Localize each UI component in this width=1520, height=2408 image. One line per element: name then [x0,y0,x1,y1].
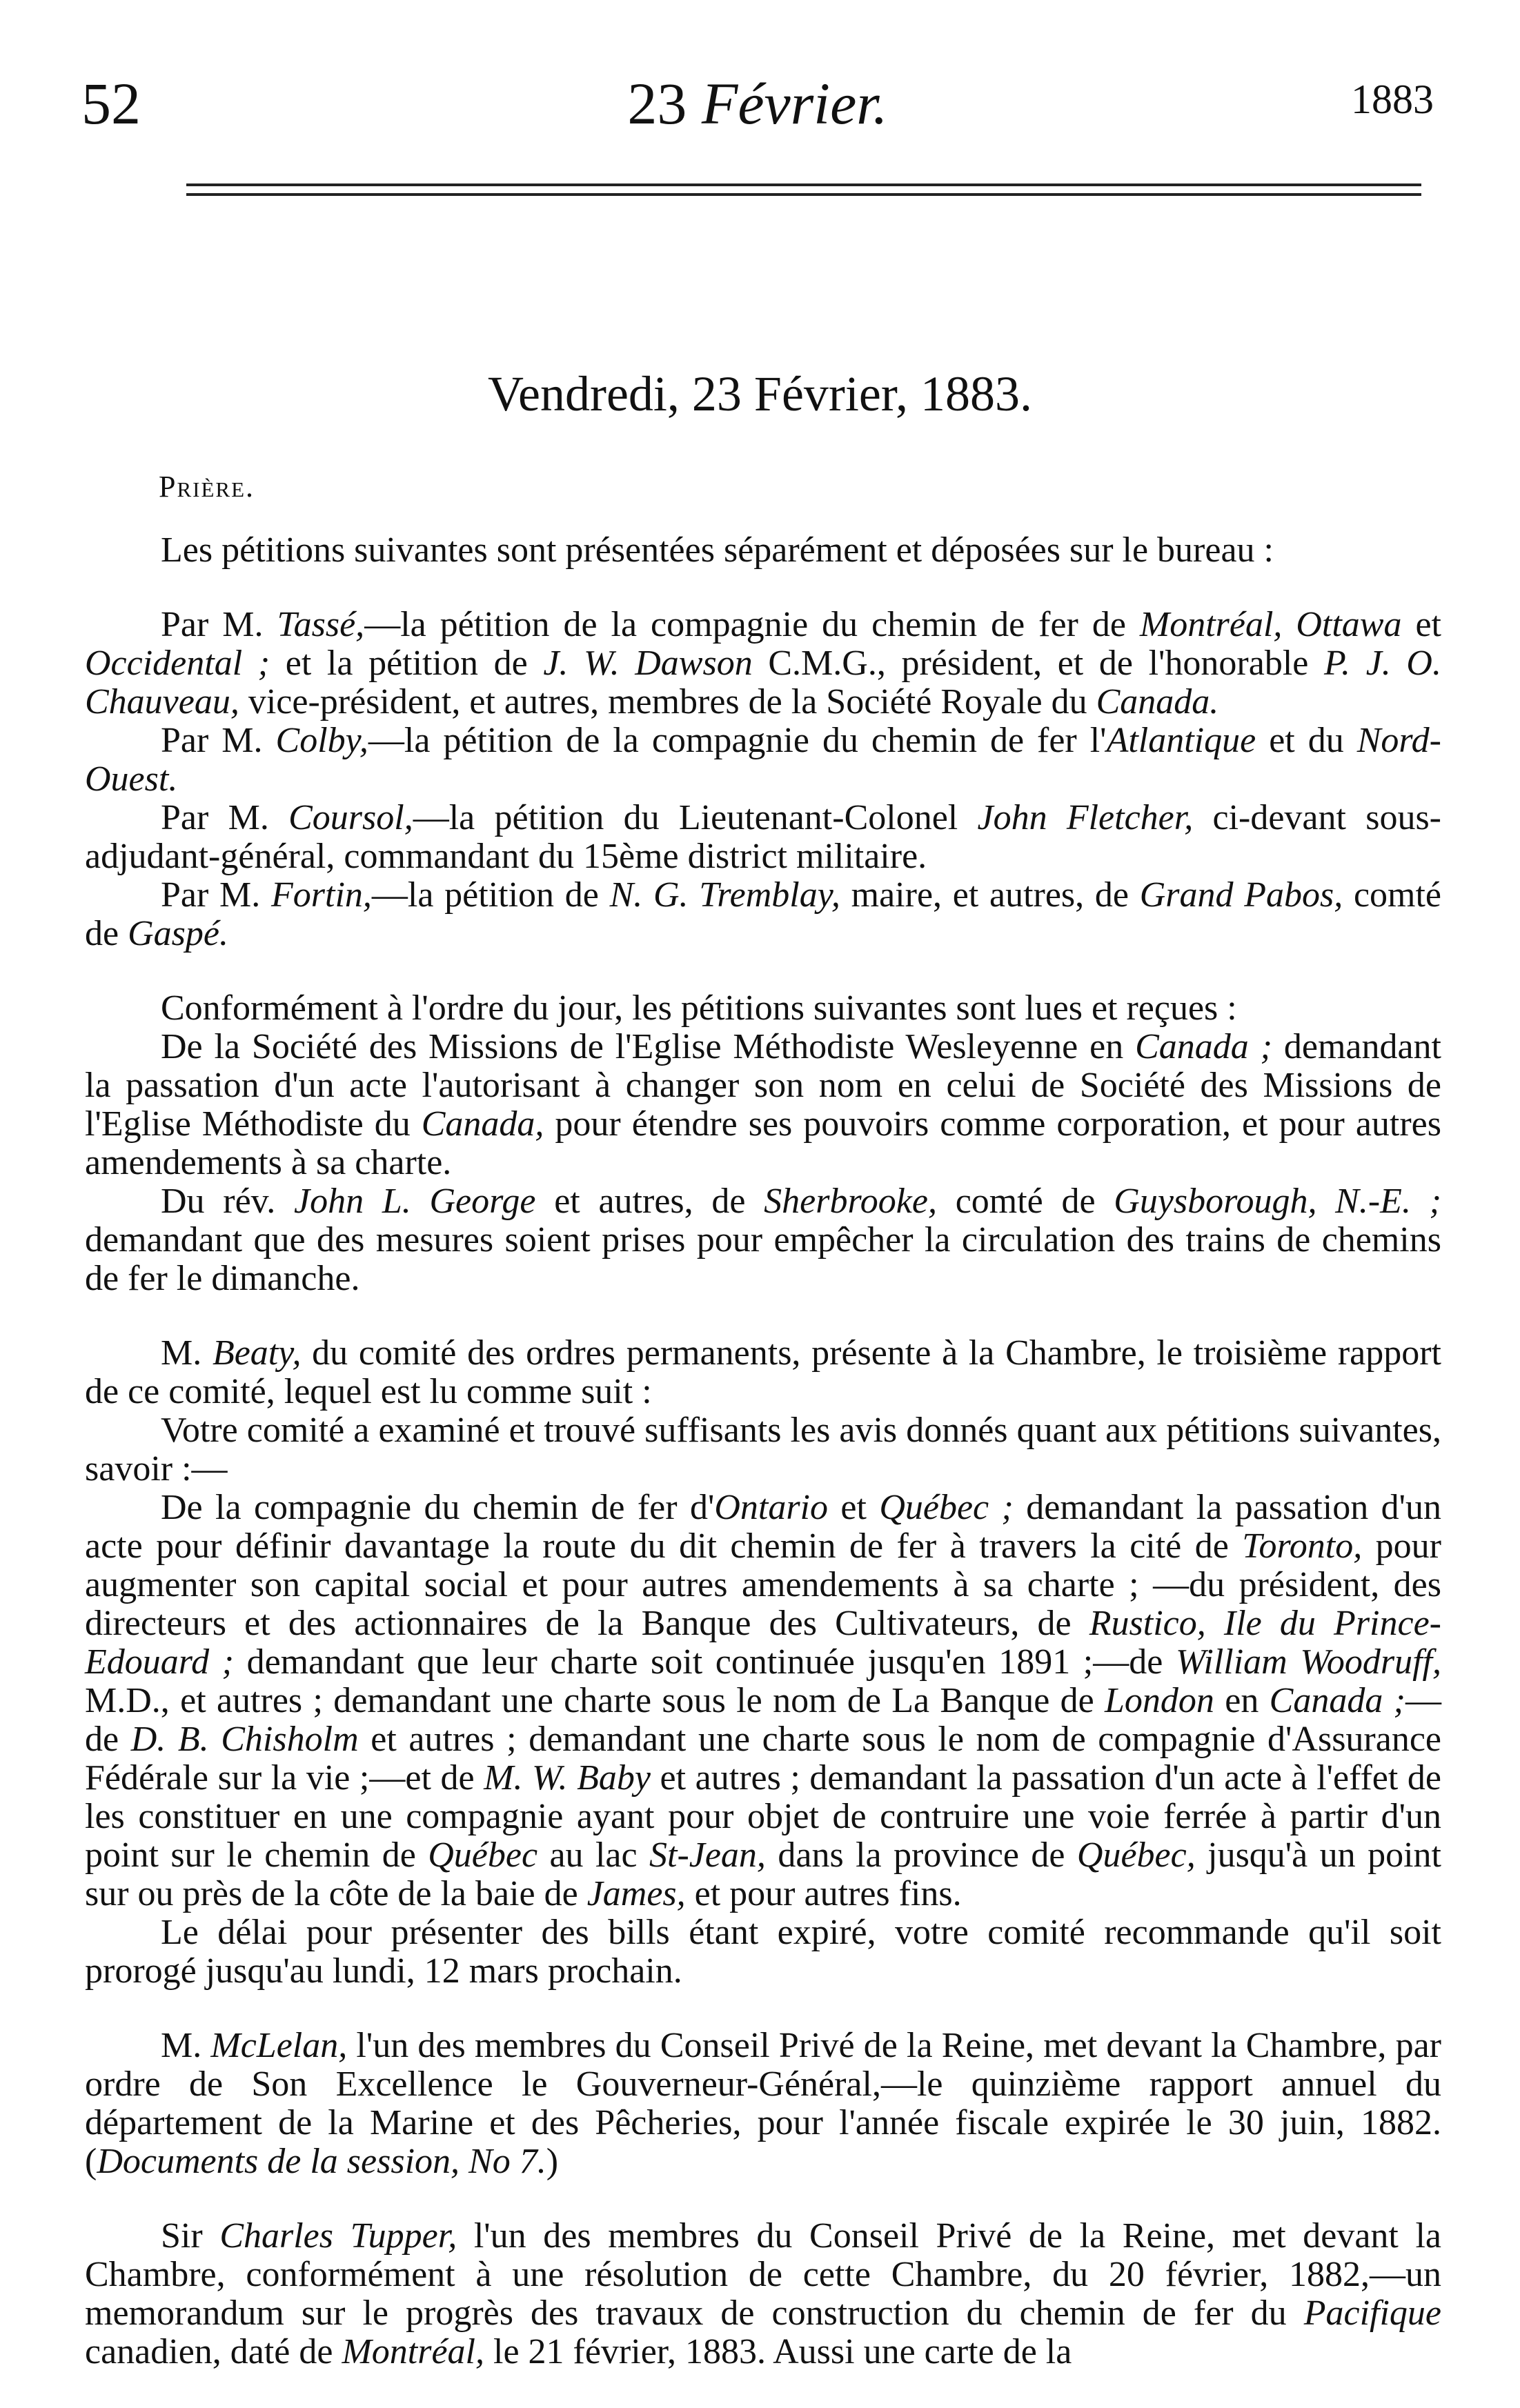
paragraph: Par M. Tassé,—la pétition de la compagnie du chemin de fer de Montréal, Ottawa et Occidental ; et la pétition de J. W. Dawson C.M.G., président, et de l'honorable P. J. O. Chauveau, vice-président, et autres, membres de la Société Royale du Canada. [85,605,1441,722]
paragraph: M. Beaty, du comité des ordres permanents, présente à la Chambre, le troisième rapport de ce comité, lequel est lu comme suit : [85,1333,1441,1411]
page-number: 52 [81,70,141,137]
running-head-month: Février. [701,70,888,137]
paragraph: Les pétitions suivantes sont présentées séparément et déposées sur le bureau : [161,530,1274,570]
running-head-year: 1883 [1351,77,1434,122]
sitting-date-title: Vendredi, 23 Février, 1883. [488,366,1032,421]
header-rule-top [186,183,1421,186]
priere-heading: Prière. [159,470,255,504]
paragraph: Par M. Coursol,—la pétition du Lieutenant-Colonel John Fletcher, ci-devant sous-adjudant-général, commandant du 15ème district militaire. [85,798,1441,876]
paragraph: De la compagnie du chemin de fer d'Ontario et Québec ; demandant la passation d'un acte pour définir davantage la route du dit chemin de fer à travers la cité de Toronto, pour augmenter son capital social et pour autres amendements à sa charte ; —du président, des directeurs et des actionnaires de la Banque des Cultivateurs, de Rustico, Ile du Prince-Edouard ; demandant que leur charte soit continuée jusqu'en 1891 ;—de William Woodruff, M.D., et autres ; demandant une charte sous le nom de La Banque de London en Canada ;—de D. B. Chisholm et autres ; demandant une charte sous le nom de compagnie d'Assurance Fédérale sur la vie ;—et de M. W. Baby et autres ; demandant la passation d'un acte à l'effet de les constituer en une compagnie ayant pour objet de contruire une voie ferrée à partir d'un point sur le chemin de Québec au lac St-Jean, dans la province de Québec, jusqu'à un point sur ou près de la côte de la baie de James, et pour autres fins. [85,1488,1442,1913]
paragraph: Par M. Fortin,—la pétition de N. G. Tremblay, maire, et autres, de Grand Pabos, comté de Gaspé. [85,875,1441,953]
running-head-day: 23 [627,70,687,137]
proceedings-body [85,531,1441,2371]
paragraph: Conformément à l'ordre du jour, les pétitions suivantes sont lues et reçues : [161,988,1237,1028]
paragraph: Votre comité a examiné et trouvé suffisants les avis donnés quant aux pétitions suivantes, savoir :— [85,1411,1441,1489]
paragraph: Sir Charles Tupper, l'un des membres du Conseil Privé de la Reine, met devant la Chambre, conformément à une résolution de cette Chambre, du 20 février, 1882,—un memorandum sur le progrès des travaux de construction du chemin de fer du Pacifique canadien, daté de Montréal, le 21 février, 1883. Aussi une carte de la [85,2216,1442,2371]
paragraph: Le délai pour présenter des bills étant expiré, votre comité recommande qu'il soit prorogé jusqu'au lundi, 12 mars prochain. [85,1913,1441,1991]
page-header [81,69,1434,145]
paragraph: De la Société des Missions de l'Eglise Méthodiste Wesleyenne en Canada ; demandant la passation d'un acte l'autorisant à changer son nom en celui de Société des Missions de l'Eglise Méthodiste du Canada, pour étendre ses pouvoirs comme corporation, et pour autres amendements à sa charte. [85,1027,1442,1182]
paragraph: M. McLelan, l'un des membres du Conseil Privé de la Reine, met devant la Chambre, par ordre de Son Excellence le Gouverneur-Général,—le quinzième rapport annuel du département de la Marine et des Pêcheries, pour l'année fiscale expirée le 30 juin, 1882. (Documents de la session, No 7.) [85,2026,1441,2181]
header-rule-bottom [186,193,1421,196]
paragraph: Du rév. John L. George et autres, de Sherbrooke, comté de Guysborough, N.-E. ; demandant que des mesures soient prises pour empêcher la circulation des trains de chemins de fer le dimanche. [85,1182,1441,1298]
paragraph: Par M. Colby,—la pétition de la compagnie du chemin de fer l'Atlantique et du Nord-Ouest. [85,721,1441,799]
running-head-date [81,69,1434,138]
